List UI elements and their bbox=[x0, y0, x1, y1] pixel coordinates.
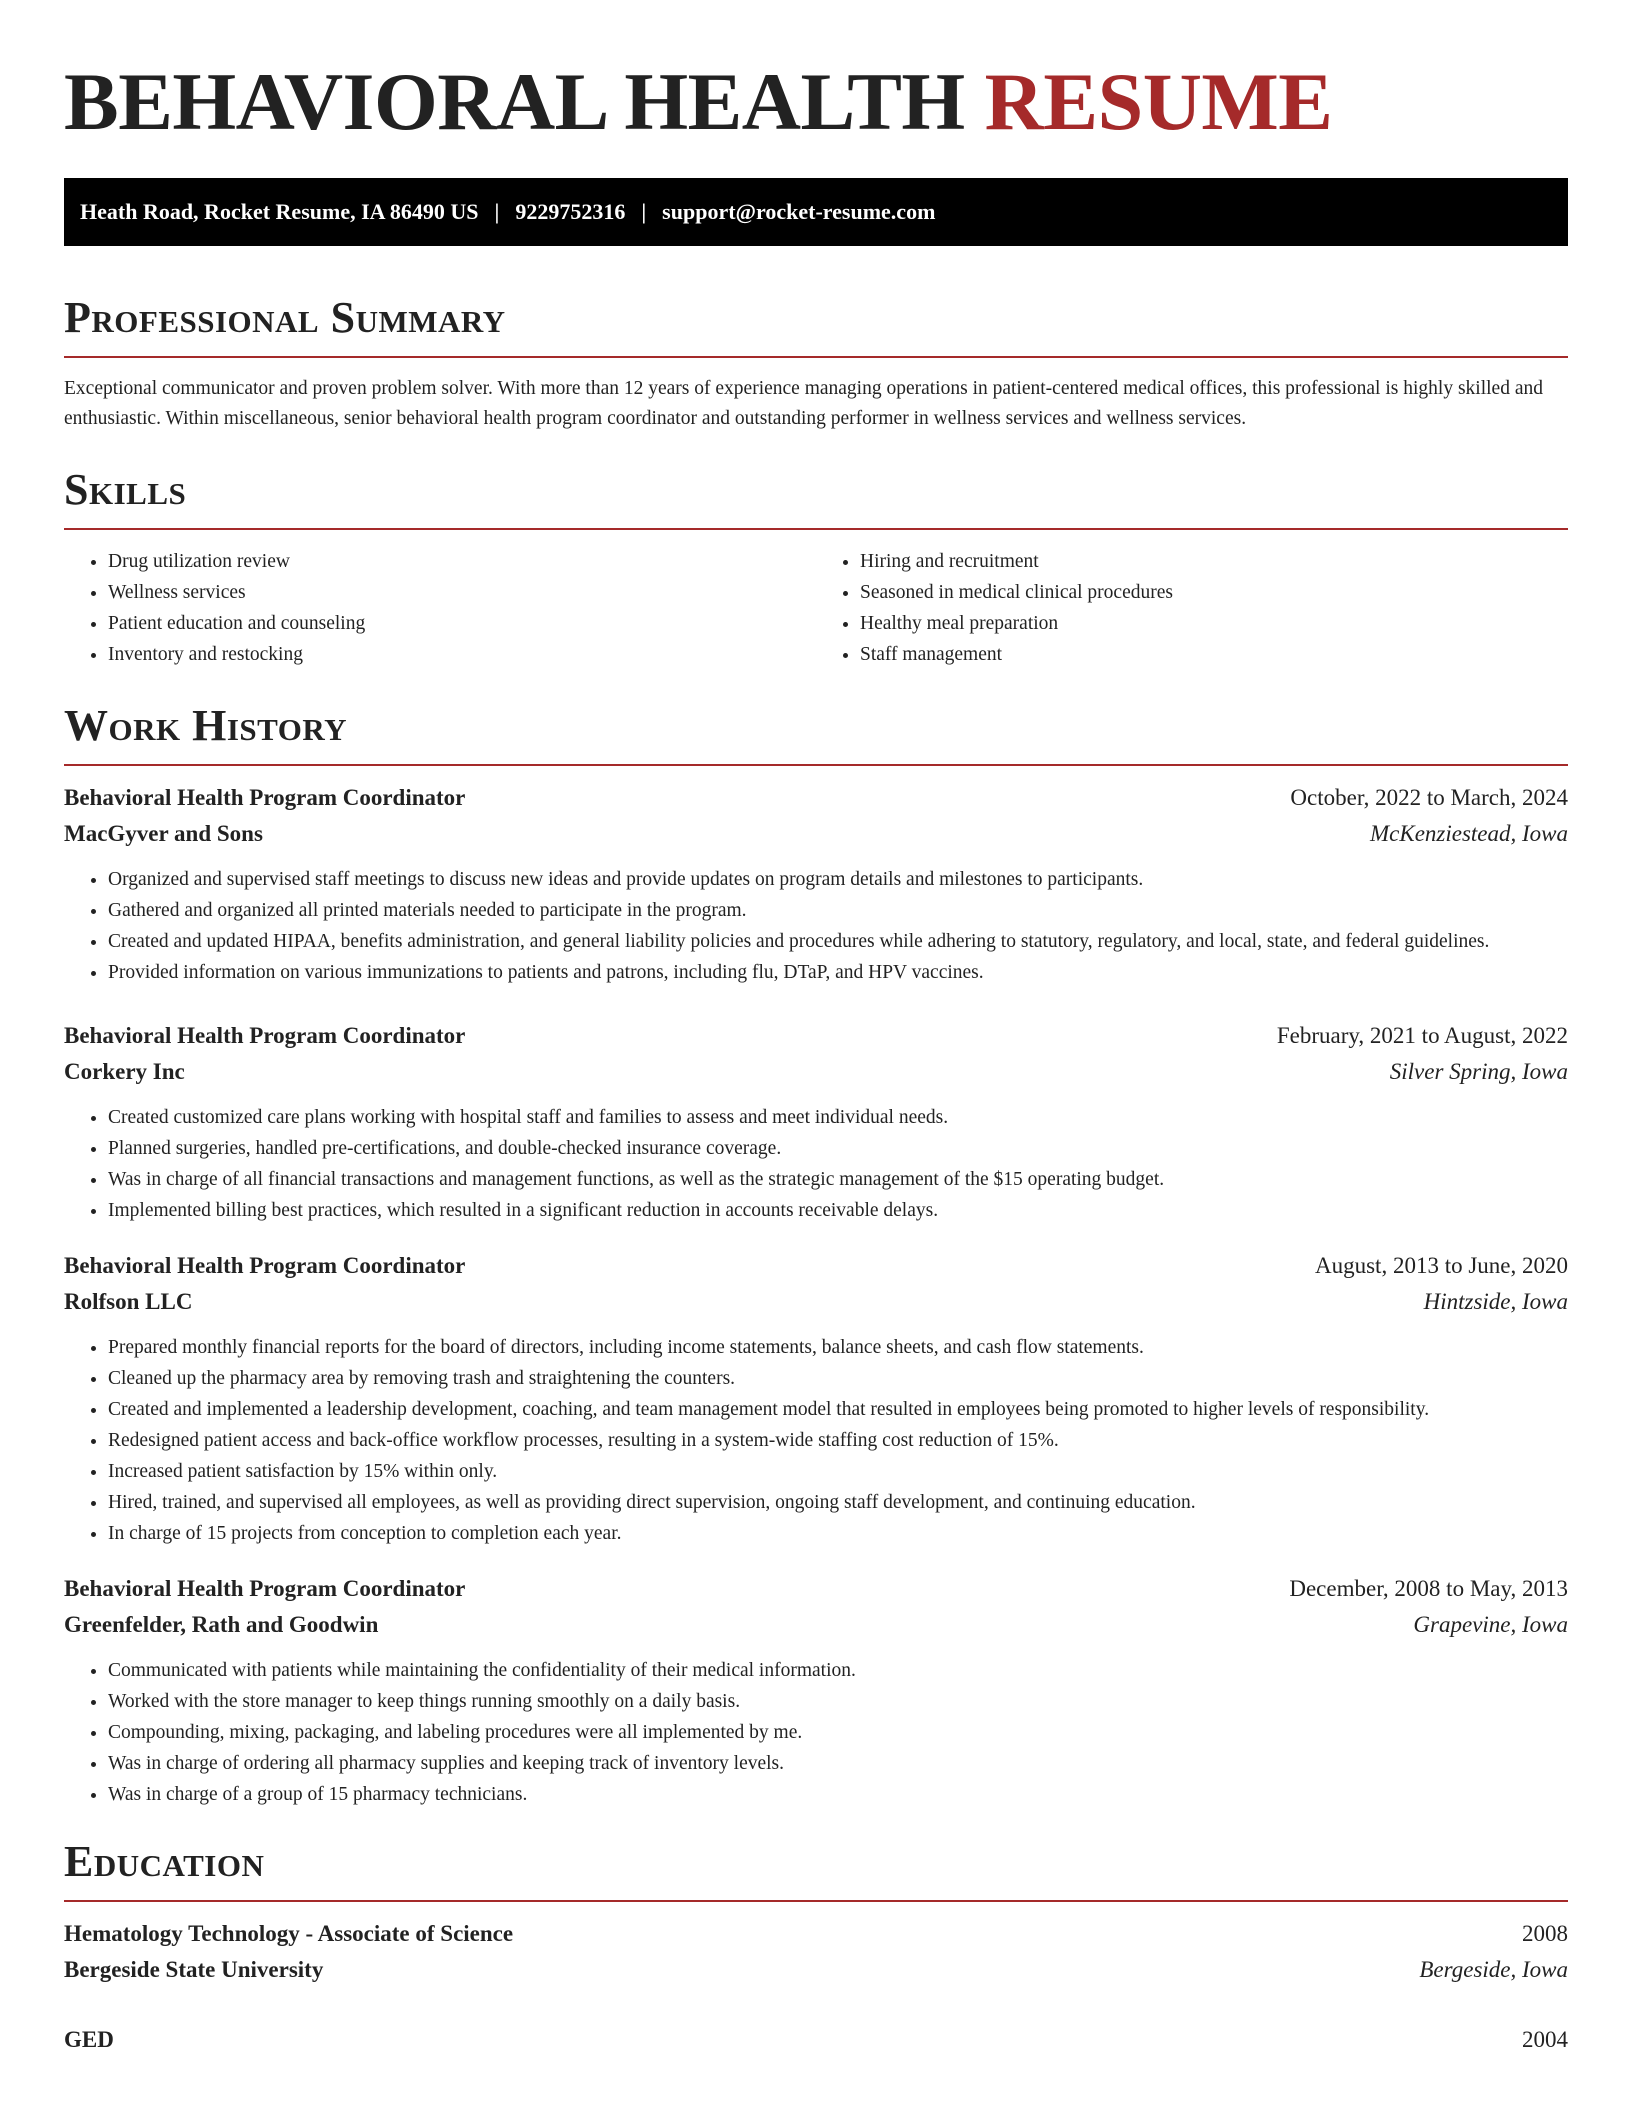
section-divider bbox=[64, 764, 1568, 766]
skills-left-list bbox=[64, 546, 816, 670]
summary-section bbox=[64, 290, 1568, 434]
job-entry bbox=[64, 1018, 1568, 1226]
job-bullets bbox=[64, 1102, 1568, 1226]
education-year: 2004 bbox=[1522, 2027, 1568, 2052]
education-school: Bergeside State University bbox=[64, 1957, 324, 1982]
skills-heading: Skills bbox=[64, 465, 187, 514]
job-bullet: • Communicated with patients while maintaining the confidentiality of their medical information. bbox=[108, 1655, 1568, 1686]
skill-item: • Seasoned in medical clinical procedures bbox=[860, 577, 1568, 608]
education-section bbox=[64, 1834, 1568, 2058]
skills-columns bbox=[64, 546, 1568, 670]
job-bullets bbox=[64, 1655, 1568, 1810]
job-company: Greenfelder, Rath and Goodwin bbox=[64, 1612, 379, 1637]
skill-item: • Hiring and recruitment bbox=[860, 546, 1568, 577]
education-degree: GED bbox=[64, 2027, 114, 2052]
job-title: Behavioral Health Program Coordinator bbox=[64, 785, 466, 810]
resume-title-main: BEHAVIORAL HEALTH bbox=[64, 56, 965, 147]
summary-text: Exceptional communicator and proven problem solver. With more than 12 years of experience managing operations in patient-centered medical offices, this professional is highly skilled and enthusiastic. Within miscellaneous, senior behavioral health program coordinator and outstanding performer in wellness services and wellness services. bbox=[64, 378, 1543, 429]
job-company: Corkery Inc bbox=[64, 1059, 185, 1084]
contact-separator: | bbox=[494, 199, 500, 224]
job-bullet: • Implemented billing best practices, which resulted in a significant reduction in accounts receivable delays. bbox=[108, 1195, 1568, 1226]
skill-item: • Staff management bbox=[860, 639, 1568, 670]
education-heading: Education bbox=[64, 1837, 265, 1886]
work-section bbox=[64, 698, 1568, 1810]
job-company: Rolfson LLC bbox=[64, 1289, 193, 1314]
work-heading: Work History bbox=[64, 701, 348, 750]
job-bullet: • Was in charge of all financial transactions and management functions, as well as the strategic management of the $15 operating budget. bbox=[108, 1164, 1568, 1195]
job-bullet: • Prepared monthly financial reports for the board of directors, including income statements, balance sheets, and cash flow statements. bbox=[108, 1332, 1568, 1363]
job-title: Behavioral Health Program Coordinator bbox=[64, 1023, 466, 1048]
section-divider bbox=[64, 528, 1568, 530]
skill-item: • Patient education and counseling bbox=[108, 608, 816, 639]
job-bullet: • Compounding, mixing, packaging, and labeling procedures were all implemented by me. bbox=[108, 1717, 1568, 1748]
job-bullet: • Cleaned up the pharmacy area by removing trash and straightening the counters. bbox=[108, 1363, 1568, 1394]
contact-bar bbox=[64, 178, 1568, 246]
summary-heading: Professional Summary bbox=[64, 293, 506, 342]
job-bullet: • Worked with the store manager to keep things running smoothly on a daily basis. bbox=[108, 1686, 1568, 1717]
job-bullet: • Redesigned patient access and back-office workflow processes, resulting in a system-wide staffing cost reduction of 15%. bbox=[108, 1425, 1568, 1456]
job-bullet: • Provided information on various immunizations to patients and patrons, including flu, DTaP, and HPV vaccines. bbox=[108, 957, 1568, 988]
education-degree: Hematology Technology - Associate of Science bbox=[64, 1921, 514, 1946]
job-entry bbox=[64, 1248, 1568, 1549]
job-dates: December, 2008 to May, 2013 bbox=[1289, 1576, 1568, 1601]
section-divider bbox=[64, 1900, 1568, 1902]
job-entry bbox=[64, 1571, 1568, 1810]
job-bullets bbox=[64, 1332, 1568, 1549]
skill-item: • Wellness services bbox=[108, 577, 816, 608]
education-entry bbox=[64, 2022, 1568, 2058]
job-location: McKenziestead, Iowa bbox=[1369, 821, 1568, 846]
resume-title-accent: RESUME bbox=[984, 56, 1333, 147]
education-location: Bergeside, Iowa bbox=[1419, 1957, 1568, 1982]
section-divider bbox=[64, 356, 1568, 358]
skill-item: • Drug utilization review bbox=[108, 546, 816, 577]
job-location: Grapevine, Iowa bbox=[1413, 1612, 1568, 1637]
skill-item: • Inventory and restocking bbox=[108, 639, 816, 670]
skill-item: • Healthy meal preparation bbox=[860, 608, 1568, 639]
education-entry bbox=[64, 1916, 1568, 1988]
skills-section bbox=[64, 462, 1568, 670]
job-dates: February, 2021 to August, 2022 bbox=[1276, 1023, 1568, 1048]
job-title: Behavioral Health Program Coordinator bbox=[64, 1253, 466, 1278]
contact-phone: 9229752316 bbox=[515, 199, 626, 224]
job-bullet: • Was in charge of ordering all pharmacy supplies and keeping track of inventory levels. bbox=[108, 1748, 1568, 1779]
resume-title bbox=[64, 52, 1568, 152]
job-bullets bbox=[64, 864, 1568, 988]
contact-email: support@rocket-resume.com bbox=[662, 199, 936, 224]
contact-address: Heath Road, Rocket Resume, IA 86490 US bbox=[80, 199, 479, 224]
job-location: Hintzside, Iowa bbox=[1423, 1289, 1568, 1314]
contact-separator: | bbox=[641, 199, 647, 224]
job-dates: August, 2013 to June, 2020 bbox=[1315, 1253, 1568, 1278]
skills-right-list bbox=[816, 546, 1568, 670]
job-bullet: • Created and updated HIPAA, benefits administration, and general liability policies and procedures while adhering to statutory, regulatory, and local, state, and federal guidelines. bbox=[108, 926, 1568, 957]
job-bullet: • Gathered and organized all printed materials needed to participate in the program. bbox=[108, 895, 1568, 926]
education-year: 2008 bbox=[1522, 1921, 1568, 1946]
job-company: MacGyver and Sons bbox=[64, 821, 263, 846]
job-title: Behavioral Health Program Coordinator bbox=[64, 1576, 466, 1601]
job-entry bbox=[64, 780, 1568, 988]
job-bullet: • Increased patient satisfaction by 15% within only. bbox=[108, 1456, 1568, 1487]
job-location: Silver Spring, Iowa bbox=[1389, 1059, 1568, 1084]
job-bullet: • Planned surgeries, handled pre-certifications, and double-checked insurance coverage. bbox=[108, 1133, 1568, 1164]
job-bullet: • Hired, trained, and supervised all employees, as well as providing direct supervision, ongoing staff development, and continuing education. bbox=[108, 1487, 1568, 1518]
job-bullet: • Created customized care plans working with hospital staff and families to assess and meet individual needs. bbox=[108, 1102, 1568, 1133]
job-bullet: • In charge of 15 projects from conception to completion each year. bbox=[108, 1518, 1568, 1549]
job-bullet: • Organized and supervised staff meetings to discuss new ideas and provide updates on program details and milestones to participants. bbox=[108, 864, 1568, 895]
job-bullet: • Created and implemented a leadership development, coaching, and team management model that resulted in employees being promoted to higher levels of responsibility. bbox=[108, 1394, 1568, 1425]
job-bullet: • Was in charge of a group of 15 pharmacy technicians. bbox=[108, 1779, 1568, 1810]
job-dates: October, 2022 to March, 2024 bbox=[1290, 785, 1568, 810]
